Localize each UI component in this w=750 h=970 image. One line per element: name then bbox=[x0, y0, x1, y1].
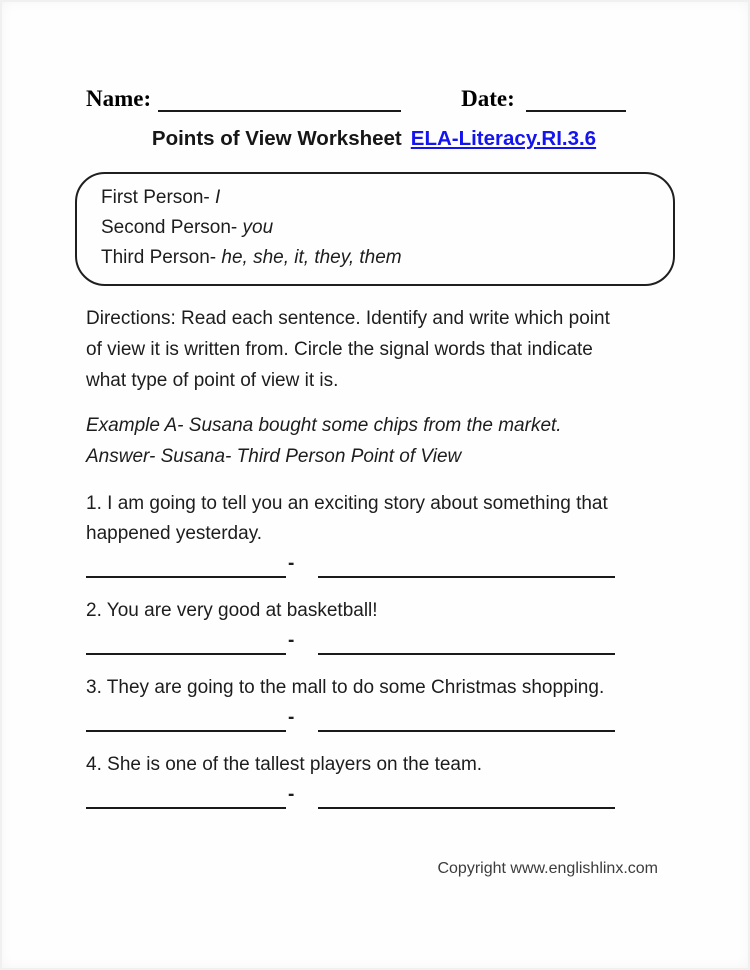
question-line: You are very good at basketball! bbox=[106, 600, 378, 621]
example-sentence: Example A- Susana bought some chips from the market. bbox=[86, 415, 562, 436]
point-of-view-key-box bbox=[75, 172, 675, 286]
title-row bbox=[86, 127, 662, 151]
key-value: he, she, it, they, them bbox=[221, 247, 402, 268]
example-block bbox=[86, 410, 662, 472]
date-blank-line bbox=[526, 90, 626, 112]
question-line: I am going to tell you an exciting story about something that bbox=[107, 493, 608, 514]
answer-blank-signal-words bbox=[318, 710, 615, 732]
answer-blank-point-of-view bbox=[86, 787, 286, 809]
answer-separator: - bbox=[288, 553, 295, 574]
answer-row-2 bbox=[86, 630, 662, 656]
question-number: 4. bbox=[86, 754, 102, 775]
answer-row-4 bbox=[86, 784, 662, 810]
header-row bbox=[86, 84, 662, 112]
answer-blank-point-of-view bbox=[86, 556, 286, 578]
answer-blank-signal-words bbox=[318, 787, 615, 809]
directions-line: Directions: Read each sentence. Identify and write which point bbox=[86, 308, 610, 329]
answer-blank-signal-words bbox=[318, 633, 615, 655]
page-title: Points of View Worksheet bbox=[151, 127, 402, 150]
directions-paragraph bbox=[86, 303, 662, 396]
key-value: I bbox=[215, 187, 221, 208]
name-blank-line bbox=[158, 90, 401, 112]
directions-line: of view it is written from. Circle the signal words that indicate bbox=[86, 339, 593, 360]
question-number: 3. bbox=[86, 677, 102, 698]
date-group bbox=[461, 86, 626, 112]
answer-blank-point-of-view bbox=[86, 633, 286, 655]
question-line: She is one of the tallest players on the team. bbox=[107, 754, 483, 775]
question-text bbox=[86, 596, 662, 626]
name-label: Name: bbox=[86, 86, 152, 111]
question-1 bbox=[86, 489, 662, 579]
question-3 bbox=[86, 673, 662, 733]
key-label: Third Person- bbox=[101, 247, 217, 268]
key-line-third-person bbox=[101, 243, 657, 273]
standard-link[interactable]: ELA-Literacy.RI.3.6 bbox=[410, 127, 597, 150]
answer-row-1 bbox=[86, 553, 662, 579]
copyright-text: Copyright www.englishlinx.com bbox=[437, 860, 658, 877]
question-text bbox=[86, 489, 662, 519]
question-line: happened yesterday. bbox=[86, 523, 263, 544]
key-line-first-person bbox=[101, 183, 657, 213]
directions-line: what type of point of view it is. bbox=[86, 370, 339, 391]
question-number: 2. bbox=[86, 600, 102, 621]
answer-row-3 bbox=[86, 707, 662, 733]
question-number: 1. bbox=[86, 493, 102, 514]
key-label: Second Person- bbox=[101, 217, 238, 238]
question-2 bbox=[86, 596, 662, 656]
answer-separator: - bbox=[288, 784, 295, 805]
key-value: you bbox=[242, 217, 274, 238]
answer-blank-point-of-view bbox=[86, 710, 286, 732]
question-text bbox=[86, 750, 662, 780]
key-line-second-person bbox=[101, 213, 657, 243]
answer-separator: - bbox=[288, 630, 295, 651]
question-text bbox=[86, 673, 662, 703]
example-answer: Answer- Susana- Third Person Point of View bbox=[86, 446, 462, 467]
question-4 bbox=[86, 750, 662, 810]
answer-separator: - bbox=[288, 707, 295, 728]
date-label: Date: bbox=[461, 86, 515, 111]
answer-blank-signal-words bbox=[318, 556, 615, 578]
question-line: They are going to the mall to do some Christmas shopping. bbox=[106, 677, 605, 698]
key-label: First Person- bbox=[101, 187, 210, 208]
